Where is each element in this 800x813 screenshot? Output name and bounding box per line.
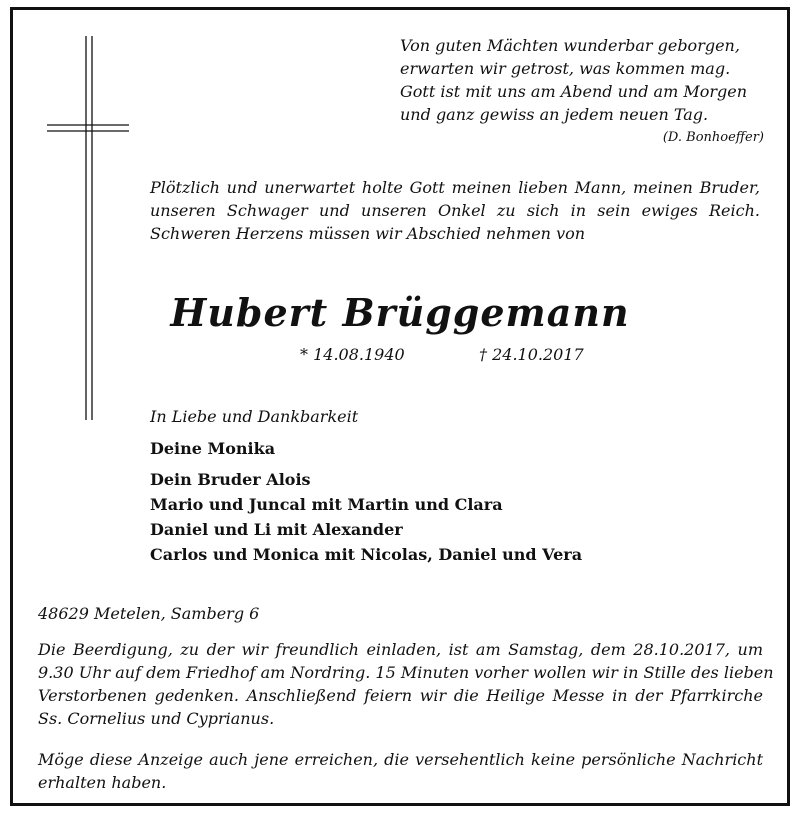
intro-line: Plötzlich und unerwartet holte Gott meinen lieben Mann, meinen Bruder, [150,178,760,197]
funeral-line: Die Beerdigung, zu der wir freundlich einladen, ist am Samstag, dem 28.10.2017, um [38,640,763,659]
quote-line: Von guten Mächten wunderbar geborgen, [400,36,740,55]
funeral-line: Verstorbenen gedenken. Anschließend feiern wir die Heilige Messe in der Pfarrkirche [38,686,763,705]
funeral-details [38,638,774,730]
notice-text [38,748,763,794]
intro-line: unseren Schwager und unseren Onkel zu sich in sein ewiges Reich. [150,201,760,220]
intro-line: Schweren Herzens müssen wir Abschied nehmen von [150,224,586,243]
quote-source: (D. Bonhoeffer) [662,130,764,145]
death-date: † 24.10.2017 [479,345,584,364]
mourner: Mario und Juncal mit Martin und Clara [150,495,503,514]
birth-date: * 14.08.1940 [300,345,405,364]
funeral-line: Ss. Cornelius und Cyprianus. [38,709,275,728]
intro-text [150,176,760,245]
mourner: Carlos und Monica mit Nicolas, Daniel und Vera [150,545,583,564]
notice-line: Möge diese Anzeige auch jene erreichen, die versehentlich keine persönliche Nachricht [38,750,763,769]
quote-line: erwarten wir getrost, was kommen mag. [400,59,731,78]
mourner: Deine Monika [150,439,276,458]
dedication: In Liebe und Dankbarkeit [150,407,359,426]
address: 48629 Metelen, Samberg 6 [38,604,260,623]
deceased-name: Hubert Brüggemann [170,290,630,335]
bonhoeffer-quote [400,34,747,126]
cross-icon [42,28,132,428]
quote-line: und ganz gewiss an jedem neuen Tag. [400,105,709,124]
mourner: Daniel und Li mit Alexander [150,520,403,539]
mourner: Dein Bruder Alois [150,470,311,489]
notice-line: erhalten haben. [38,773,167,792]
funeral-line: 9.30 Uhr auf dem Friedhof am Nordring. 15 Minuten vorher wollen wir in Stille des lieben [38,663,774,682]
mourners-list [150,436,582,567]
quote-line: Gott ist mit uns am Abend und am Morgen [400,82,748,101]
